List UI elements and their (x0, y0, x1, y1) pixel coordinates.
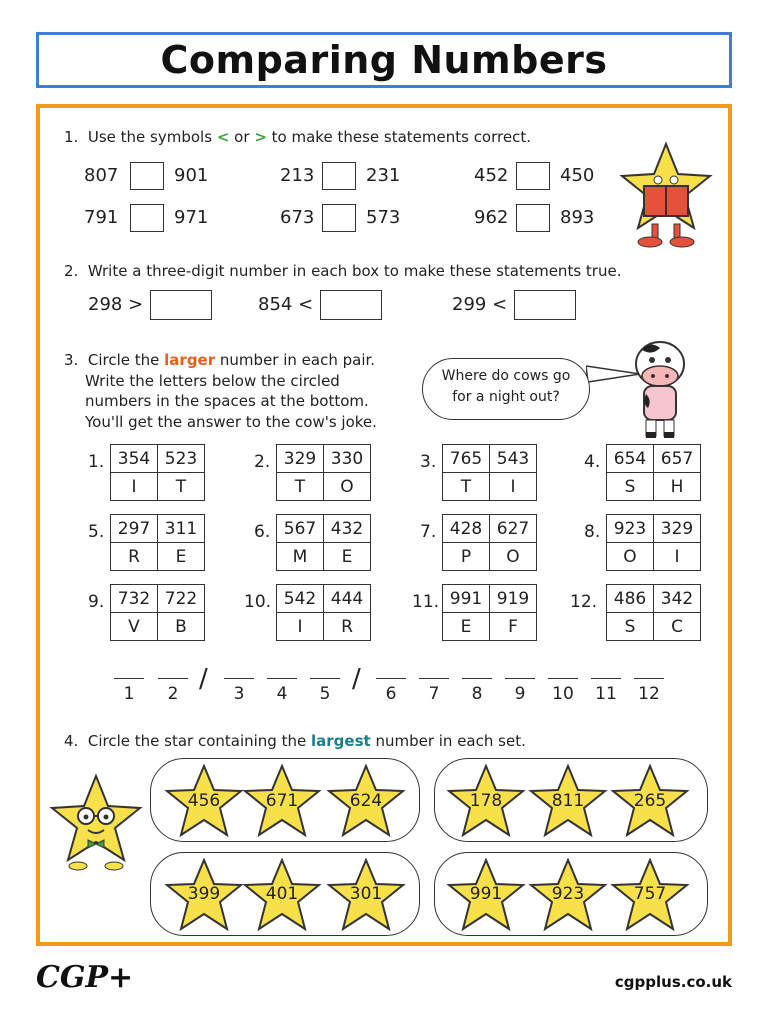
q3-pair-6-letter-b: E (324, 543, 371, 571)
q3-pair-4-number-b[interactable]: 657 (654, 445, 701, 473)
q3-pair-12-number-a[interactable]: 486 (607, 585, 654, 613)
star-set-1-value-2: 671 (265, 791, 299, 811)
answer-slot-label-9: 9 (514, 684, 526, 704)
q3-instruction: 3. Circle the larger number in each pair. Write the letters below the circled numbers in the spaces at the bottom. You'll get the answer to the cow's joke. (64, 351, 377, 431)
q3-pair-1 (110, 444, 205, 501)
answer-blank-10[interactable] (548, 678, 578, 679)
q1-pair-2-b: 231 (366, 165, 401, 186)
q2-number: 2. (64, 262, 79, 280)
q3-pair-11-letter-a: E (443, 613, 490, 641)
q1-number: 1. (64, 128, 79, 146)
answer-blank-2[interactable] (158, 678, 188, 679)
q3-pair-7-number-a[interactable]: 428 (443, 515, 490, 543)
q1-pair-4-b: 971 (174, 207, 209, 228)
q3-pair-9-label: 9. (88, 592, 105, 612)
cgp-logo: CGP+ (36, 960, 134, 995)
q3-pair-9-number-a[interactable]: 732 (111, 585, 158, 613)
q3-pair-9-number-b[interactable]: 722 (158, 585, 205, 613)
less-than-symbol: < (216, 128, 230, 146)
footer-url[interactable]: cgpplus.co.uk (614, 973, 732, 991)
answer-slot-label-8: 8 (471, 684, 483, 704)
q3-pair-5-letter-a: R (111, 543, 158, 571)
q3-pair-4-letter-a: S (607, 473, 654, 501)
answer-slot-label-3: 3 (233, 684, 245, 704)
q3-pair-8-letter-b: I (654, 543, 701, 571)
star-set-2-value-2: 811 (551, 791, 585, 811)
q4-instruction: 4. Circle the star containing the largest number in each set. (64, 732, 526, 750)
q3-pair-6-number-b[interactable]: 432 (324, 515, 371, 543)
answer-slot-label-12: 12 (638, 684, 660, 704)
q3-pair-3 (442, 444, 537, 501)
q1-pair-6-a: 962 (474, 207, 509, 228)
star-set-2-value-1: 178 (469, 791, 503, 811)
q3-pair-1-number-b[interactable]: 523 (158, 445, 205, 473)
q1-pair-5-b: 573 (366, 207, 401, 228)
q2-item-1-answer-box[interactable] (150, 290, 212, 320)
star-set-3-value-3: 301 (349, 884, 383, 904)
star-set-1-value-3: 624 (349, 791, 383, 811)
q3-pair-2-letter-a: T (277, 473, 324, 501)
q3-pair-1-number-a[interactable]: 354 (111, 445, 158, 473)
keyword-larger: larger (164, 351, 216, 369)
q3-pair-3-letter-a: T (443, 473, 490, 501)
q3-pair-8-number-b[interactable]: 329 (654, 515, 701, 543)
q3-pair-4-letter-b: H (654, 473, 701, 501)
star-reading-book-icon (616, 140, 716, 250)
q3-pair-9-letter-a: V (111, 613, 158, 641)
q3-pair-1-letter-a: I (111, 473, 158, 501)
answer-separator-1: / (199, 664, 208, 694)
answer-slot-label-11: 11 (595, 684, 617, 704)
q3-pair-2-number-a[interactable]: 329 (277, 445, 324, 473)
q3-pair-4 (606, 444, 701, 501)
q1-pair-3-a: 452 (474, 165, 509, 186)
answer-slot-label-2: 2 (167, 684, 179, 704)
q3-pair-11-label: 11. (412, 592, 440, 612)
star-set-2-value-3: 265 (633, 791, 667, 811)
q3-pair-12 (606, 584, 701, 641)
q3-pair-12-letter-b: C (654, 613, 701, 641)
q3-pair-2-number-b[interactable]: 330 (324, 445, 371, 473)
q3-number: 3. (64, 351, 79, 369)
q3-pair-12-number-b[interactable]: 342 (654, 585, 701, 613)
q4-number: 4. (64, 732, 79, 750)
star-set-1-value-1: 456 (187, 791, 221, 811)
answer-blank-3[interactable] (224, 678, 254, 679)
q3-pair-9 (110, 584, 205, 641)
q3-pair-11-number-b[interactable]: 919 (490, 585, 537, 613)
q1-pair-4-a: 791 (84, 207, 119, 228)
keyword-largest: largest (311, 732, 371, 750)
q1-pair-1-answer-box[interactable] (130, 162, 164, 190)
q3-pair-9-letter-b: B (158, 613, 205, 641)
q3-pair-7 (442, 514, 537, 571)
q1-pair-2-answer-box[interactable] (322, 162, 356, 190)
answer-blank-8[interactable] (462, 678, 492, 679)
q3-pair-8-number-a[interactable]: 923 (607, 515, 654, 543)
answer-slot-label-4: 4 (276, 684, 288, 704)
q1-pair-2-a: 213 (280, 165, 315, 186)
q3-pair-3-letter-b: I (490, 473, 537, 501)
q1-pair-5-answer-box[interactable] (322, 204, 356, 232)
q3-pair-5-number-b[interactable]: 311 (158, 515, 205, 543)
answer-blank-4[interactable] (267, 678, 297, 679)
answer-slot-label-6: 6 (385, 684, 397, 704)
q3-pair-12-letter-a: S (607, 613, 654, 641)
answer-slot-label-1: 1 (123, 684, 135, 704)
star-set-4-value-1: 991 (469, 884, 503, 904)
answer-blank-9[interactable] (505, 678, 535, 679)
answer-blank-12[interactable] (634, 678, 664, 679)
q3-pair-7-letter-b: O (490, 543, 537, 571)
q3-pair-8-letter-a: O (607, 543, 654, 571)
q3-pair-2 (276, 444, 371, 501)
q3-pair-3-number-a[interactable]: 765 (443, 445, 490, 473)
star-set-3-value-2: 401 (265, 884, 299, 904)
star-set-3-value-1: 399 (187, 884, 221, 904)
q1-pair-6-b: 893 (560, 207, 595, 228)
q1-pair-1-a: 807 (84, 165, 119, 186)
q3-pair-10-number-a[interactable]: 542 (277, 585, 324, 613)
q2-item-3-answer-box[interactable] (514, 290, 576, 320)
q3-pair-11-letter-b: F (490, 613, 537, 641)
q3-pair-3-number-b[interactable]: 543 (490, 445, 537, 473)
answer-slot-label-7: 7 (428, 684, 440, 704)
q1-pair-3-b: 450 (560, 165, 595, 186)
q2-instruction: 2. Write a three-digit number in each box to make these statements true. (64, 262, 622, 280)
q3-pair-10-letter-a: I (277, 613, 324, 641)
q3-pair-10-label: 10. (244, 592, 272, 612)
q3-pair-4-label: 4. (584, 452, 601, 472)
star-set-4-value-3: 757 (633, 884, 667, 904)
q3-pair-6-number-a[interactable]: 567 (277, 515, 324, 543)
q3-pair-4-number-a[interactable]: 654 (607, 445, 654, 473)
answer-slot-label-10: 10 (552, 684, 574, 704)
q3-pair-10-letter-b: R (324, 613, 371, 641)
q3-pair-11-number-a[interactable]: 991 (443, 585, 490, 613)
q1-pair-4-answer-box[interactable] (130, 204, 164, 232)
answer-blank-6[interactable] (376, 678, 406, 679)
q3-pair-10 (276, 584, 371, 641)
q3-pair-1-label: 1. (88, 452, 105, 472)
answer-blank-5[interactable] (310, 678, 340, 679)
q3-pair-1-letter-b: T (158, 473, 205, 501)
q3-pair-5 (110, 514, 205, 571)
q2-item-1-lhs: 298 > (88, 294, 144, 315)
q1-pair-6-answer-box[interactable] (516, 204, 550, 232)
q3-pair-2-letter-b: O (324, 473, 371, 501)
q1-instruction: 1. Use the symbols < or > to make these statements correct. (64, 128, 531, 146)
star-with-glasses-icon (48, 772, 144, 872)
answer-blank-11[interactable] (591, 678, 621, 679)
q3-pair-7-letter-a: P (443, 543, 490, 571)
q3-pair-5-number-a[interactable]: 297 (111, 515, 158, 543)
q3-pair-10-number-b[interactable]: 444 (324, 585, 371, 613)
answer-blank-1[interactable] (114, 678, 144, 679)
q3-pair-5-label: 5. (88, 522, 105, 542)
q3-pair-7-number-b[interactable]: 627 (490, 515, 537, 543)
q3-pair-8-label: 8. (584, 522, 601, 542)
answer-separator-2: / (352, 664, 361, 694)
answer-slot-label-5: 5 (319, 684, 331, 704)
answer-blank-7[interactable] (419, 678, 449, 679)
cow-icon (622, 334, 698, 440)
q3-pair-5-letter-b: E (158, 543, 205, 571)
q3-pair-6 (276, 514, 371, 571)
page-title: Comparing Numbers (160, 38, 608, 82)
q3-pair-8 (606, 514, 701, 571)
q3-pair-7-label: 7. (420, 522, 437, 542)
q1-pair-3-answer-box[interactable] (516, 162, 550, 190)
q3-pair-11 (442, 584, 537, 641)
q3-pair-3-label: 3. (420, 452, 437, 472)
q3-pair-6-label: 6. (254, 522, 271, 542)
q3-pair-6-letter-a: M (277, 543, 324, 571)
q2-item-2-lhs: 854 < (258, 294, 314, 315)
q2-item-3-lhs: 299 < (452, 294, 508, 315)
star-set-4-value-2: 923 (551, 884, 585, 904)
q1-pair-5-a: 673 (280, 207, 315, 228)
greater-than-symbol: > (254, 128, 267, 146)
q3-pair-12-label: 12. (570, 592, 598, 612)
q3-pair-2-label: 2. (254, 452, 271, 472)
speech-bubble-text: Where do cows go for a night out? (441, 368, 571, 405)
q1-pair-1-b: 901 (174, 165, 209, 186)
q2-item-2-answer-box[interactable] (320, 290, 382, 320)
